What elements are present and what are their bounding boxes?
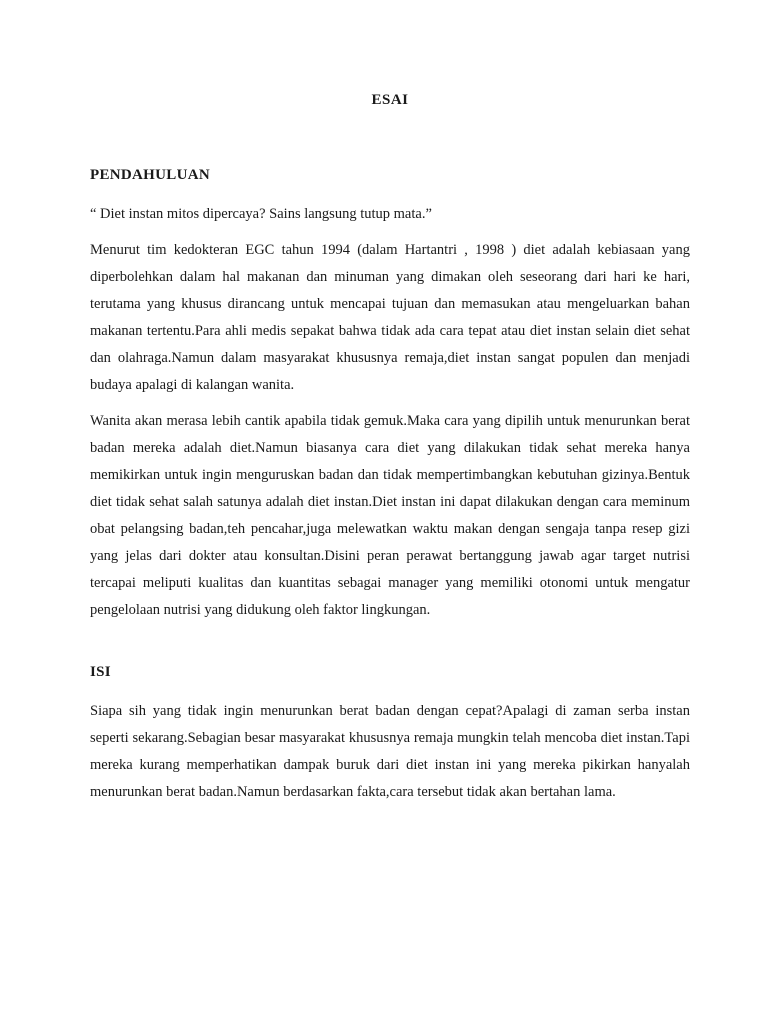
document-page — [90, 0, 690, 1024]
section-heading-pendahuluan: PENDAHULUAN — [90, 167, 210, 183]
paragraph-women-diet: Wanita akan merasa lebih cantik apabila tidak gemuk.Maka cara yang dipilih untuk menurunkan berat badan mereka adalah diet.Namun biasanya cara diet yang dilakukan tidak sehat mereka hanya memikirkan untuk ingin menguruskan badan dan tidak mempertimbangkan kebutuhan gizinya.Bentuk diet tidak sehat salah satunya adalah diet instan.Diet instan ini dapat dilakukan dengan cara meminum obat pelangsing badan,teh pencahar,juga melewatkan waktu makan dengan sengaja tanpa resep gizi yang jelas dari dokter atau konsultan.Disini peran perawat bertanggung jawab agar target nutrisi tercapai meliputi kualitas dan kuantitas sebagai manager yang memiliki otonomi untuk mengatur pengelolaan nutrisi yang didukung oleh faktor lingkungan. — [90, 413, 690, 618]
paragraph-isi: Siapa sih yang tidak ingin menurunkan berat badan dengan cepat?Apalagi di zaman serba instan seperti sekarang.Sebagian besar masyarakat khususnya remaja mungkin telah mencoba diet instan.Tapi mereka kurang memperhatikan dampak buruk dari diet instan ini yang mereka pikirkan hanyalah menurunkan berat badan.Namun berdasarkan fakta,cara tersebut tidak akan bertahan lama. — [90, 703, 690, 800]
section-heading-isi: ISI — [90, 664, 111, 680]
document-title: ESAI — [371, 92, 409, 108]
opening-quote: “ Diet instan mitos dipercaya? Sains langsung tutup mata.” — [90, 206, 432, 222]
paragraph-definition: Menurut tim kedokteran EGC tahun 1994 (dalam Hartantri , 1998 ) diet adalah kebiasaan yang diperbolehkan dalam hal makanan dan minuman yang dimakan oleh seseorang dari hari ke hari, terutama yang khusus dirancang untuk mencapai tujuan dan memasukan atau mengeluarkan bahan makanan tertentu.Para ahli medis sepakat bahwa tidak ada cara tepat atau diet instan selain diet sehat dan olahraga.Namun dalam masyarakat khususnya remaja,diet instan sangat populen dan menjadi budaya apalagi di kalangan wanita. — [90, 242, 690, 393]
